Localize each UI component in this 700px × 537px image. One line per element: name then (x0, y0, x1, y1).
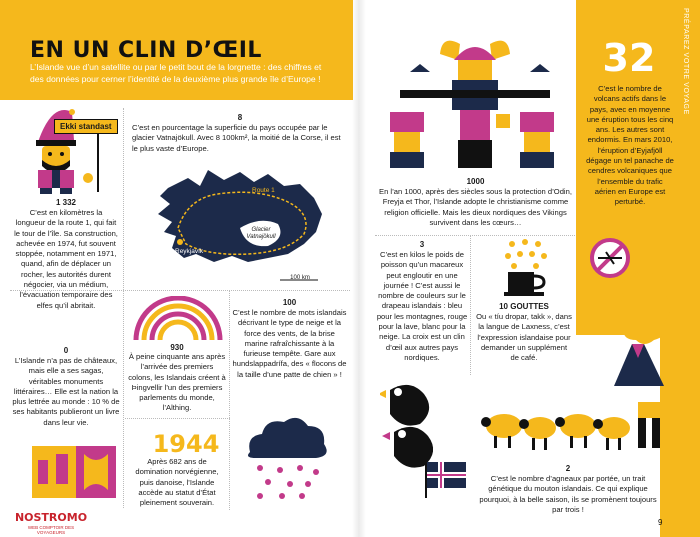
sheep-illustration (478, 392, 668, 462)
viking-gods-illustration (380, 30, 570, 170)
fact-text: À peine cinquante ans après l’arrivée des premiers colons, les Islandais créent à Þingvellir l’un des premiers parlements du monde, l’Althing. (128, 352, 226, 413)
logo-name: NOSTROMO (14, 511, 88, 524)
puffins-flag-illustration (380, 370, 472, 500)
fact-text: Ou « tíu dropar, takk », dans la langue de Laxness, c’est l’expression islandaise pour demander un supplément de café. (476, 312, 572, 363)
fact-text: C’est le nombre d’agneaux par portée, un trait génétique du mouton islandais. Ce qui explique pourquoi, à la belle saison, ils se promènent toujours par trois ! (479, 474, 657, 514)
snow-cloud-illustration (242, 412, 332, 502)
fact-number: 10 GOUTTES (499, 302, 549, 311)
map-glacier-label-2: Vatnajökull (246, 234, 276, 240)
fact-text: En l’an 1000, après des siècles sous la protection d’Odin, Freyja et Thor, l’Islande adopte le christianisme comme religion officielle. Mais les dieux nordiques des Vikings survivent dans les cœurs… (379, 187, 572, 227)
parliament-arcs (128, 296, 228, 342)
map-scale-label: 100 km (290, 275, 310, 281)
map-route-label: Route 1 (252, 187, 275, 194)
side-tab (680, 0, 700, 180)
side-tab-label: PRÉPAREZ VOTRE VOYAGE (682, 8, 689, 115)
fact-text: C’est en kilomètres la longueur de la route 1, qui fait le tour de l’île. Sa construction, achevée en 1974, fut souvent stoppée, notamment en 1971, quand, afin de déplacer un rocher, les autorités durent négocier, via un médium, l’évacuation temporaire des elfes qu’il abritait. (14, 208, 118, 310)
fact-number: 1 332 (55, 198, 77, 207)
fact-number: 100 (282, 298, 297, 307)
divider (229, 290, 230, 510)
map-glacier-label: Glacier (251, 227, 271, 233)
fact-number-big: 1944 (152, 430, 220, 458)
fact-number: 1000 (466, 177, 485, 186)
divider (470, 235, 471, 375)
book-gutter (352, 0, 366, 537)
elf-guard-illustration (28, 100, 118, 195)
sign-badge: Ekki standast (54, 119, 118, 134)
fact-text: C’est en pourcentage la superficie du pays occupée par le glacier Vatnajökull. Avec 8 100km², la moitié de la Corse, il est le plus vaste d’Europe. (132, 123, 341, 153)
fact-number-big: 32 (602, 36, 656, 80)
fact-number: 0 (63, 346, 69, 355)
volcano-no-plane-illustration (584, 236, 674, 386)
fact-number: 930 (170, 343, 184, 352)
fact-number: 3 (419, 240, 425, 249)
fact-text: C’est le nombre de volcans actifs dans le pays, avec en moyenne une éruption tous les cinq ans. Les autres sont endormis. En mars 2010, l’éruption d’Eyjafjöll dégage un tel panache de cendres volcaniques que l’ensemble du trafic aérien en Europe est perturbé. (586, 84, 674, 207)
book-castle-illustration (30, 440, 120, 500)
fact-text: Après 682 ans de domination norvégienne, puis danoise, l’Islande accède au statut d’État pleinement souverain. (135, 457, 219, 508)
page-title: EN UN CLIN D’ŒIL (30, 38, 262, 63)
coffee-drops-illustration (498, 236, 552, 298)
intro-text: L’Islande vue d’un satellite ou par le petit bout de la lorgnette : des chiffres et des données pour cerner l’identité de la deuxième plus grande île d’Europe ! (30, 62, 322, 84)
divider (123, 108, 124, 508)
fact-number: 8 (237, 113, 243, 122)
nostromo-logo (14, 505, 88, 535)
iceland-map (128, 158, 348, 288)
divider (125, 418, 230, 419)
fact-text: C’est en kilos le poids de poisson qu’un macareux peut engloutir en une journée ! C’est aussi le nombre de couleurs sur le drapeau islandais : bleu pour les montagnes, rouge pour la lave, blanc pour la neige. La croix est un clin d’œil aux autres pays nordiques. (376, 250, 468, 362)
logo-subtitle: WEB COMPTOIR DES VOYAGEURS (27, 525, 75, 535)
page-number: 9 (658, 518, 663, 527)
fact-text: C’est le nombre de mots islandais décrivant le type de neige et la force des vents, de la brise marine rafraîchissante à la furieuse tempête. Gare aux hundslappadrífa, des « flocons de la taille d’une patte de chien » ! (232, 308, 347, 379)
fact-text: L’Islande n’a pas de châteaux, mais elle a ses sagas, véritables monuments littéraires… Elle est la nation la plus lettrée au monde : 10 % de ses habitants publieront un livre dans leur vie. (12, 356, 120, 427)
fact-number: 2 (565, 464, 571, 473)
map-city-label: Reykjavík (175, 248, 204, 255)
